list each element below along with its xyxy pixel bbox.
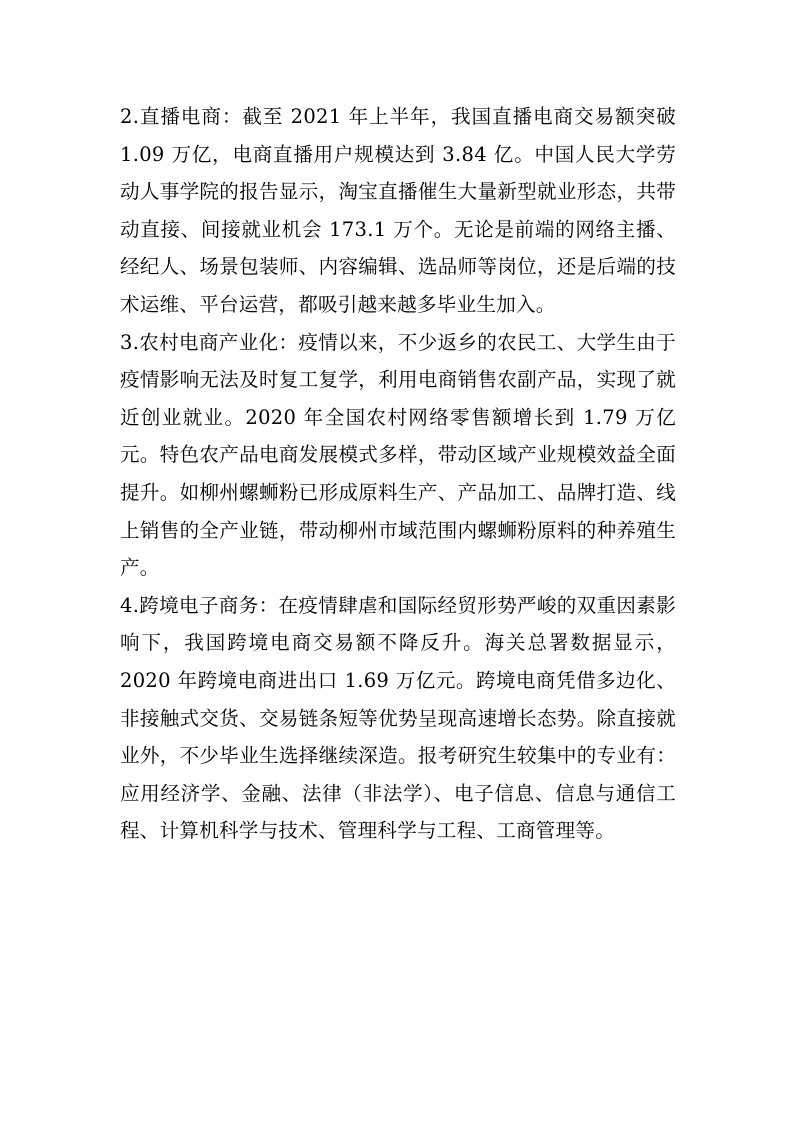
paragraph-cross-border-ecommerce: 4.跨境电子商务：在疫情肆虐和国际经贸形势严峻的双重因素影响下，我国跨境电商交易额不降反升。海关总署数据显示，2020 年跨境电商进出口 1.69 万亿元。跨境电商凭借多边化、非接触式交货、交易链条短等优势呈现高速增长态势。除直接就业外，不少毕业生选择继续深造。报考研究生较集中的专业有：应用经济学、金融、法律（非法学）、电子信息、信息与通信工程、计算机科学与技术、管理科学与工程、工商管理等。 [120, 593, 676, 843]
paragraph-live-streaming-ecommerce: 2.直播电商：截至 2021 年上半年，我国直播电商交易额突破 1.09 万亿，电商直播用户规模达到 3.84 亿。中国人民大学劳动人事学院的报告显示，淘宝直播催生大量新型就业形态，共带动直接、间接就业机会 173.1 万个。无论是前端的网络主播、经纪人、场景包装师、内容编辑、选品师等岗位，还是后端的技术运维、平台运营，都吸引越来越多毕业生加入。 [120, 105, 676, 316]
document-body [120, 98, 676, 850]
paragraph-rural-ecommerce: 3.农村电商产业化：疫情以来，不少返乡的农民工、大学生由于疫情影响无法及时复工复学，利用电商销售农副产品，实现了就近创业就业。2020 年全国农村网络零售额增长到 1.79 万亿元。特色农产品电商发展模式多样，带动区域产业规模效益全面提升。如柳州螺蛳粉已形成原料生产、产品加工、品牌打造、线上销售的全产业链，带动柳州市域范围内螺蛳粉原料的种养殖生产。 [120, 330, 676, 580]
